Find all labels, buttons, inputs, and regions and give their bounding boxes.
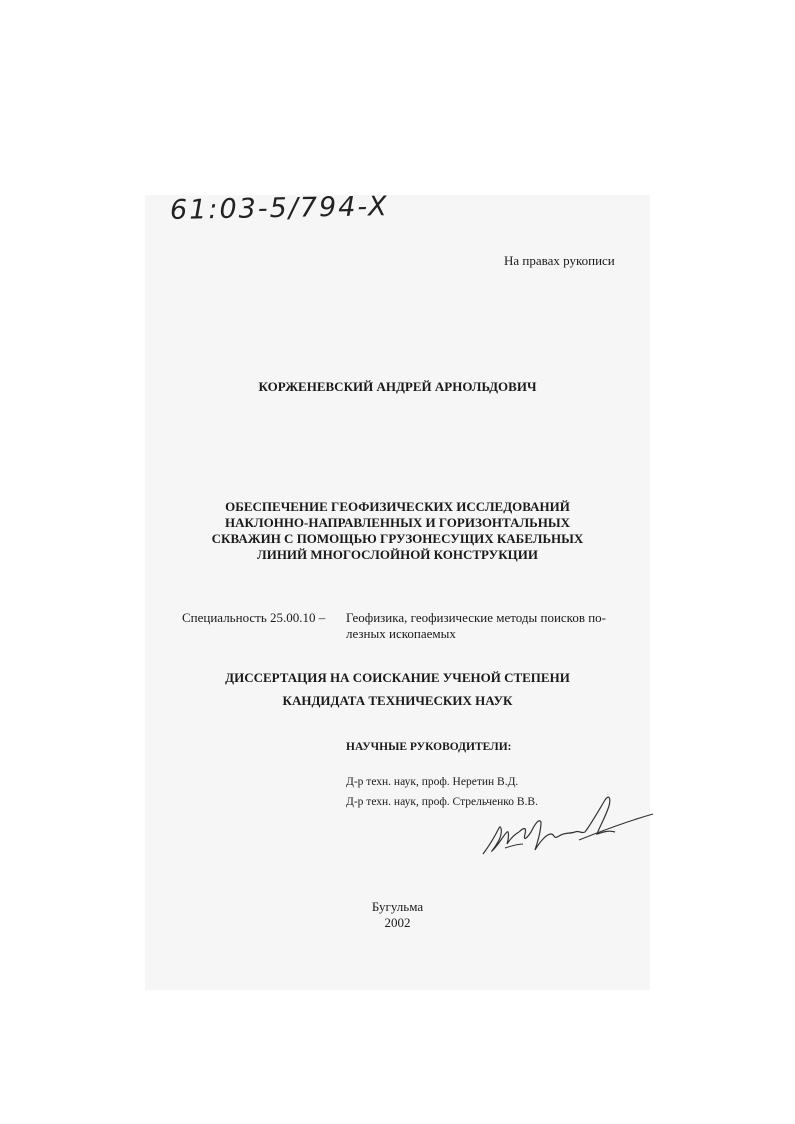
advisor-item: Д-р техн. наук, проф. Неретин В.Д. [346,776,519,788]
degree-line: ДИССЕРТАЦИЯ НА СОИСКАНИЕ УЧЕНОЙ СТЕПЕНИ [225,670,570,685]
year: 2002 [384,915,411,930]
title-line: ЛИНИЙ МНОГОСЛОЙНОЙ КОНСТРУКЦИИ [257,547,538,562]
advisor-item: Д-р техн. наук, проф. Стрельченко В.В. [346,796,538,808]
specialty-value-line: Геофизика, геофизические методы поисков по- [346,610,606,625]
title-line: СКВАЖИН С ПОМОЩЬЮ ГРУЗОНЕСУЩИХ КАБЕЛЬНЫХ [211,531,584,546]
rights-note: На правах рукописи [504,253,615,268]
author-name: КОРЖЕНЕВСКИЙ АНДРЕЙ АРНОЛЬДОВИЧ [258,379,537,394]
catalog-number-handwritten: 61:03-5/794-X [169,191,389,226]
dissertation-title [0,499,795,563]
city-name: Бугульма [371,899,424,914]
degree-statement [0,670,795,709]
degree-line: КАНДИДАТА ТЕХНИЧЕСКИХ НАУК [282,693,513,708]
handwritten-signature [475,788,665,873]
title-line: ОБЕСПЕЧЕНИЕ ГЕОФИЗИЧЕСКИХ ИССЛЕДОВАНИЙ [225,499,570,514]
specialty-label: Специальность 25.00.10 – [182,610,326,625]
specialty-value-line: лезных ископаемых [346,626,456,641]
specialty-value [346,610,621,642]
title-line: НАКЛОННО-НАПРАВЛЕННЫХ И ГОРИЗОНТАЛЬНЫХ [224,515,571,530]
advisors-heading: НАУЧНЫЕ РУКОВОДИТЕЛИ: [346,741,512,753]
publication-place-year [0,899,795,931]
